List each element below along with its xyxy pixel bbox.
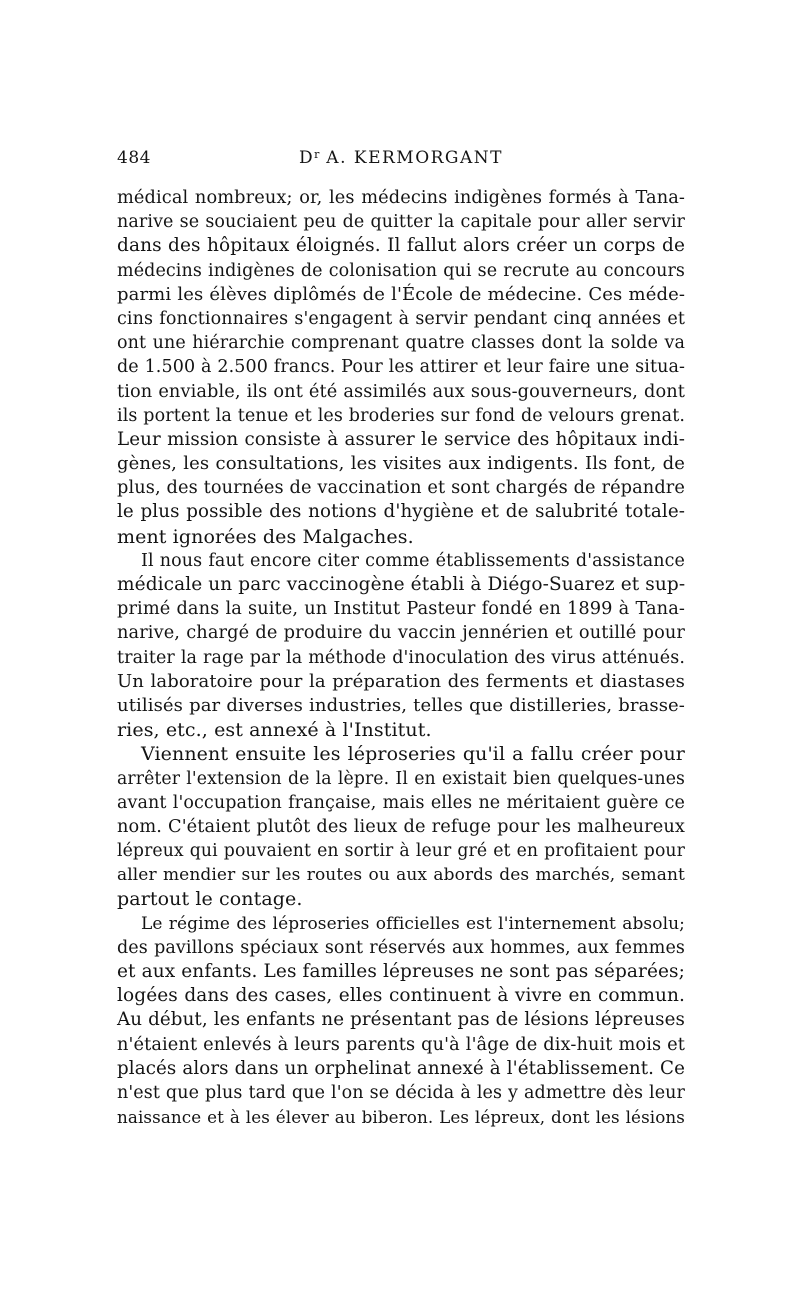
text-line: avant l'occupation française, mais elles ne méritaient guère ce bbox=[117, 792, 685, 813]
author-name: A. KERMORGANT bbox=[326, 148, 504, 168]
text-line: aller mendier sur les routes ou aux abords des marchés, semant bbox=[117, 865, 685, 886]
text-line: Le régime des léproseries officielles est l'internement absolu; bbox=[141, 913, 685, 934]
text-line: cins fonctionnaires s'engagent à servir pendant cinq années et bbox=[117, 308, 685, 329]
text-line: narive, chargé de produire du vaccin jennérien et outillé pour bbox=[117, 623, 685, 644]
text-line: lépreux qui pouvaient en sortir à leur gré et en profitaient pour bbox=[117, 841, 685, 862]
text-line: ries, etc., est annexé à l'Institut. bbox=[117, 719, 432, 742]
text-line: traiter la rage par la méthode d'inoculation des virus atténués. bbox=[117, 647, 685, 668]
text-line: plus, des tournées de vaccination et sont chargés de répandre bbox=[117, 478, 685, 499]
running-title bbox=[117, 148, 685, 168]
text-line: gènes, les consultations, les visites aux indigents. Ils font, de bbox=[117, 453, 685, 475]
text-line: placés alors dans un orphelinat annexé à l'établissement. Ce bbox=[117, 1057, 685, 1079]
author-prefix-superscript: r bbox=[314, 148, 320, 161]
text-line: ils portent la tenue et les broderies sur fond de velours grenat. bbox=[117, 405, 685, 426]
text-line: médical nombreux; or, les médecins indigènes formés à Tana- bbox=[117, 188, 685, 208]
text-line: ment ignorées des Malgaches. bbox=[117, 525, 414, 548]
text-line: de 1.500 à 2.500 francs. Pour les attirer et leur faire une situa- bbox=[117, 357, 685, 378]
text-line: n'étaient enlevés à leurs parents qu'à l'âge de dix-huit mois et bbox=[117, 1034, 685, 1055]
text-line: narive se souciaient peu de quitter la capitale pour aller servir bbox=[117, 212, 685, 233]
text-line: primé dans la suite, un Institut Pasteur fondé en 1899 à Tana- bbox=[117, 599, 685, 620]
text-line: logées dans des cases, elles continuent à vivre en commun. bbox=[117, 985, 685, 1007]
text-line: Il nous faut encore citer comme établissements d'assistance bbox=[141, 550, 685, 571]
text-line: et aux enfants. Les familles lépreuses ne sont pas séparées; bbox=[117, 961, 685, 982]
text-line: naissance et à les élever au biberon. Les lépreux, dont les lésions bbox=[117, 1107, 685, 1128]
text-line: partout le contage. bbox=[117, 888, 303, 911]
text-line: parmi les élèves diplômés de l'École de médecine. Ces méde- bbox=[117, 283, 685, 305]
text-line: nom. C'étaient plutôt des lieux de refuge pour les malheureux bbox=[117, 816, 685, 837]
text-line: des pavillons spéciaux sont réservés aux hommes, aux femmes bbox=[117, 937, 685, 958]
text-line: utilisés par diverses industries, telles que distilleries, brasse- bbox=[117, 694, 685, 716]
text-line: dans des hôpitaux éloignés. Il fallut alors créer un corps de bbox=[117, 235, 685, 257]
text-line: médicale un parc vaccinogène établi à Diégo-Suarez et sup- bbox=[117, 574, 686, 595]
text-line: arrêter l'extension de la lèpre. Il en existait bien quelques-unes bbox=[117, 768, 685, 789]
text-line: Leur mission consiste à assurer le service des hôpitaux indi- bbox=[117, 428, 685, 450]
text-line: Au début, les enfants ne présentant pas de lésions lépreuses bbox=[117, 1009, 685, 1031]
text-line: Un laboratoire pour la préparation des ferments et diastases bbox=[117, 670, 685, 692]
text-line: le plus possible des notions d'hygiène et de salubrité totale- bbox=[117, 501, 685, 523]
text-line: tion enviable, ils ont été assimilés aux sous-gouverneurs, dont bbox=[117, 381, 685, 402]
text-line: Viennent ensuite les léproseries qu'il a fallu créer pour bbox=[141, 743, 685, 766]
text-line: médecins indigènes de colonisation qui se recrute au concours bbox=[117, 260, 685, 281]
text-line: ont une hiérarchie comprenant quatre classes dont la solde va bbox=[117, 333, 685, 354]
author-prefix: D bbox=[298, 148, 315, 168]
body-text bbox=[117, 186, 685, 1129]
page-number: 484 bbox=[117, 148, 151, 168]
text-line: n'est que plus tard que l'on se décida à les y admettre dès leur bbox=[117, 1082, 685, 1103]
running-head bbox=[117, 148, 685, 172]
